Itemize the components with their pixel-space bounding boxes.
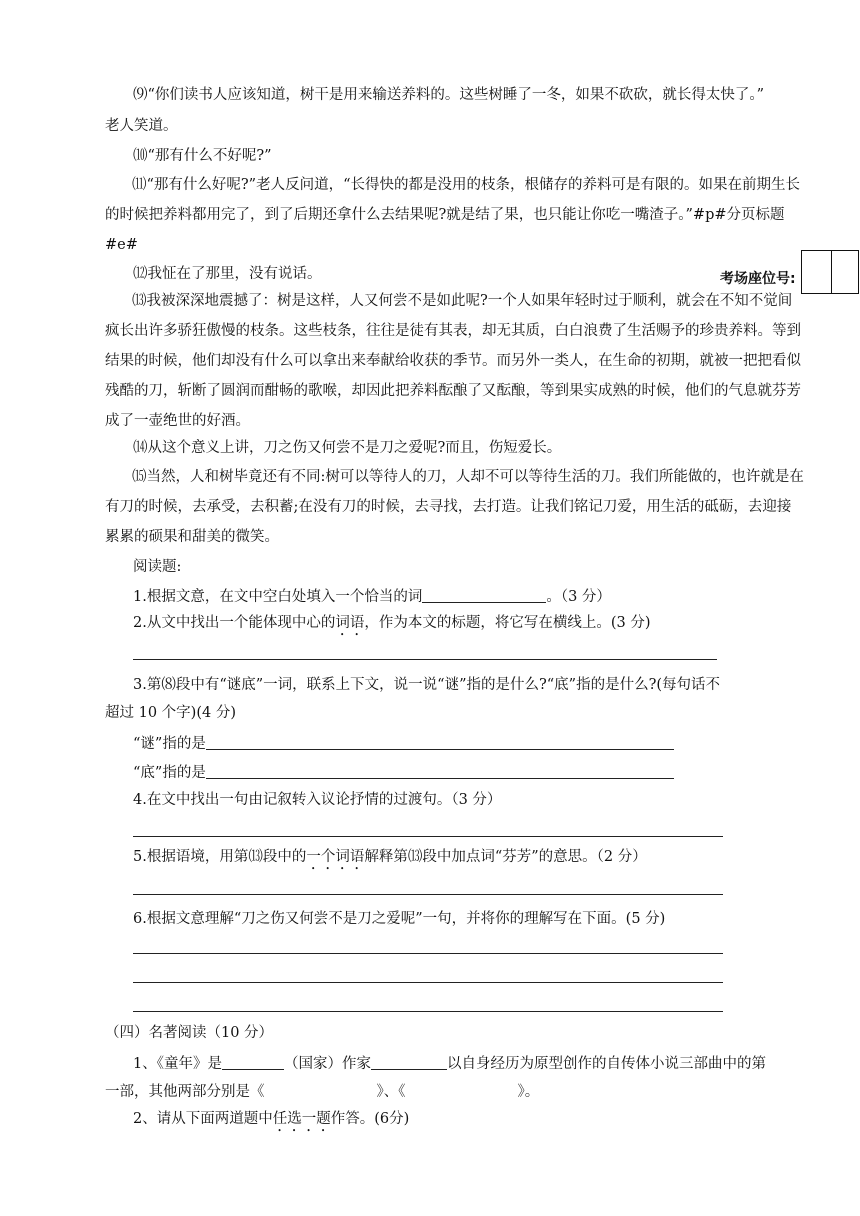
section-4-question-1-line-2 bbox=[105, 1082, 539, 1102]
paragraph-9-line-1: ⑼“你们读书人应该知道，树干是用来输送养料的。这些树睡了一冬，如果不砍砍，就长得太快了。” bbox=[133, 87, 765, 103]
s4q1-text-e: 》、《 bbox=[376, 1084, 406, 1100]
question-1-score: 。（3 分） bbox=[546, 589, 611, 605]
paragraph-14: ⒁从这个意义上讲，刀之伤又何尝不是刀之爱呢?而且，伤短爱长。 bbox=[133, 440, 562, 456]
s4q1-text-c: 以自身经历为原型创作的自传体小说三部曲中的第 bbox=[446, 1056, 766, 1072]
question-3-di-blank[interactable] bbox=[206, 762, 674, 779]
section-4-question-1-line-1 bbox=[133, 1053, 766, 1074]
s4q1-text-b: （国家）作家 bbox=[283, 1056, 371, 1072]
s4q2-text: 2、请从下面两道题中 bbox=[133, 1111, 273, 1127]
question-4-answer-line[interactable] bbox=[133, 836, 723, 837]
s4q1-text-d: 一部，其他两部分别是《 bbox=[105, 1084, 265, 1100]
question-1-blank[interactable] bbox=[422, 586, 546, 603]
question-5-text: 5.根据语境，用第⒀段中的 bbox=[133, 849, 307, 865]
question-6-answer-line-1[interactable] bbox=[133, 953, 723, 954]
question-1-text: 1.根据文意，在文中空白处填入一个恰当的词 bbox=[133, 589, 423, 605]
question-2-emphasis: 词语 bbox=[335, 615, 365, 631]
question-6: 6.根据文意理解“刀之伤又何尝不是刀之爱呢”一句，并将你的理解写在下面。(5 分) bbox=[133, 911, 666, 927]
s4q2-text-end: 作答。(6分) bbox=[330, 1111, 410, 1127]
question-5 bbox=[133, 847, 647, 873]
section-4-title: （四）名著阅读（10 分） bbox=[105, 1025, 274, 1041]
question-3-mi bbox=[133, 733, 674, 754]
seat-number-label: 考场座位号: bbox=[720, 271, 796, 287]
questions-header: 阅读题: bbox=[133, 559, 182, 575]
paragraph-15: ⒂当然，人和树毕竟还有不同:树可以等待人的刀，人却不可以等待生活的刀。我们所能做的，也许就是在有刀的时候，去承受，去积蓄;在没有刀的时候，去寻找，去打造。让我们铭记刀爱，用生活的砥砺，去迎接累累的硕果和甜美的微笑。 bbox=[105, 469, 804, 545]
question-5-emphasis: 一个词语 bbox=[306, 849, 365, 865]
question-3-mi-blank[interactable] bbox=[206, 733, 674, 750]
question-3-line-2: 超过 10 个字)(4 分) bbox=[105, 705, 236, 721]
s4q1-author-blank[interactable] bbox=[371, 1053, 447, 1070]
question-1 bbox=[133, 586, 611, 607]
question-2-text-end: ，作为本文的标题，将它写在横线上。(3 分) bbox=[364, 615, 651, 631]
question-6-answer-line-3[interactable] bbox=[133, 1011, 723, 1012]
paragraph-13: ⒀我被深深地震撼了：树是这样，人又何尝不是如此呢?一个人如果年轻时过于顺利，就会在不知不觉间疯长出许多骄狂傲慢的枝条。这些枝条，往往是徒有其表，却无其质，白白浪费了生活赐予的珍贵养料。等到结果的时候，他们却没有什么可以拿出来奉献给收获的季节。而另外一类人，在生命的初期，就被一把把看似残酷的刀，斩断了圆润而酣畅的歌喉，却因此把养料酝酿了又酝酿，等到果实成熟的时候，他们的气息就芬芳成了一壶绝世的好酒。 bbox=[105, 293, 801, 429]
question-5-answer-line[interactable] bbox=[133, 894, 723, 895]
s4q1-text-a: 1、《童年》是 bbox=[133, 1056, 222, 1072]
question-3-di-label: “底”指的是 bbox=[133, 765, 206, 781]
question-2-text: 2.从文中找出一个能体现中心的 bbox=[133, 615, 336, 631]
question-6-answer-line-2[interactable] bbox=[133, 982, 723, 983]
s4q1-country-blank[interactable] bbox=[222, 1053, 284, 1070]
paragraph-10: ⑽“那有什么不好呢?” bbox=[133, 148, 272, 164]
question-4: 4.在文中找出一句由记叙转入议论抒情的过渡句。（3 分） bbox=[133, 792, 502, 808]
question-3-line-1: 3.第⑻段中有“谜底”一词，联系上下文，说一说“谜”指的是什么?“底”指的是什么?(每句话不 bbox=[133, 677, 721, 693]
question-2 bbox=[133, 613, 651, 639]
question-3-mi-label: “谜”指的是 bbox=[133, 736, 206, 752]
s4q2-emphasis: 任选一题 bbox=[272, 1111, 331, 1127]
section-4-question-2 bbox=[133, 1109, 409, 1135]
question-5-text-end: 解释第⒀段中加点词“芬芳”的意思。（2 分） bbox=[364, 849, 647, 865]
paragraph-9-line-2: 老人笑道。 bbox=[105, 118, 178, 134]
question-3-di bbox=[133, 762, 674, 783]
s4q1-text-f: 》。 bbox=[517, 1084, 540, 1100]
seat-number-box[interactable] bbox=[801, 250, 859, 294]
paragraph-12: ⑿我怔在了那里，没有说话。 bbox=[133, 266, 322, 282]
paragraph-11: ⑾“那有什么好呢?”老人反问道，“长得快的都是没用的枝条，根储存的养料可是有限的。如果在前期生长的时候把养料都用完了，到了后期还拿什么去结果呢?就是结了果，也只能让你吃一嘴渣子。”#p#分页标题#e# bbox=[105, 177, 801, 253]
question-2-answer-line[interactable] bbox=[133, 659, 717, 660]
